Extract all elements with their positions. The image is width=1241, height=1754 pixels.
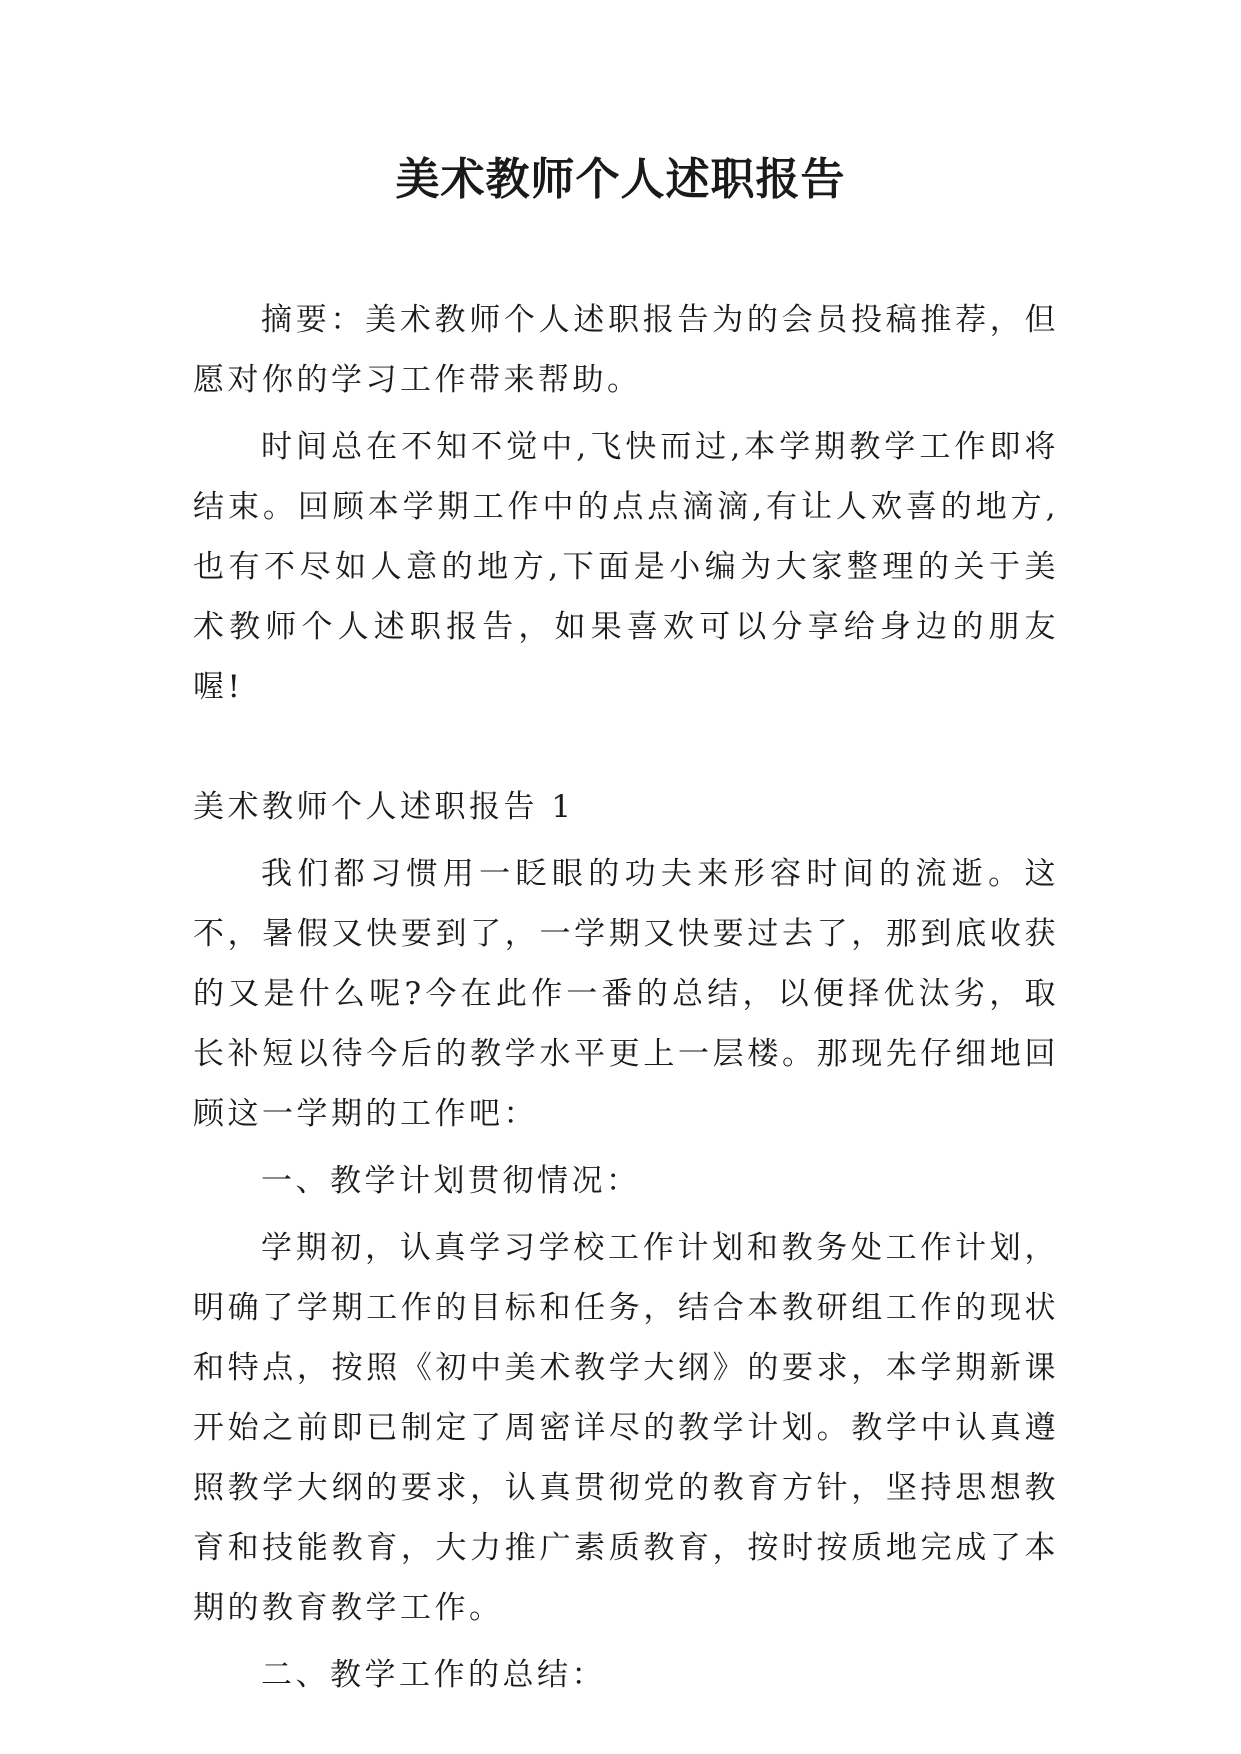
body-paragraph: 我们都习惯用一眨眼的功夫来形容时间的流逝。这不，暑假又快要到了，一学期又快要过去了，那到底收获的又是什么呢?今在此作一番的总结，以便择优汰劣，取长补短以待今后的教学水平更上一层楼。那现先仔细地回顾这一学期的工作吧： xyxy=(193,856,1059,1132)
document-title: 美术教师个人述职报告 xyxy=(395,154,846,205)
item-heading: 二、教学工作的总结： xyxy=(261,1657,606,1693)
item-heading: 一、教学计划贯彻情况： xyxy=(261,1163,641,1199)
document-body xyxy=(193,290,1059,1705)
intro-paragraph: 时间总在不知不觉中,飞快而过,本学期教学工作即将结束。回顾本学期工作中的点点滴滴,有让人欢喜的地方,也有不尽如人意的地方,下面是小编为大家整理的关于美术教师个人述职报告，如果喜欢可以分享给身边的朋友喔! xyxy=(193,429,1059,705)
body-paragraph: 学期初，认真学习学校工作计划和教务处工作计划，明确了学期工作的目标和任务，结合本教研组工作的现状和特点，按照《初中美术教学大纲》的要求，本学期新课开始之前即已制定了周密详尽的教学计划。教学中认真遵照教学大纲的要求，认真贯彻党的教育方针，坚持思想教育和技能教育，大力推广素质教育，按时按质地完成了本期的教育教学工作。 xyxy=(193,1230,1059,1626)
section-heading: 美术教师个人述职报告 1 xyxy=(193,789,575,825)
summary-paragraph: 摘要：美术教师个人述职报告为的会员投稿推荐，但愿对你的学习工作带来帮助。 xyxy=(193,302,1059,398)
